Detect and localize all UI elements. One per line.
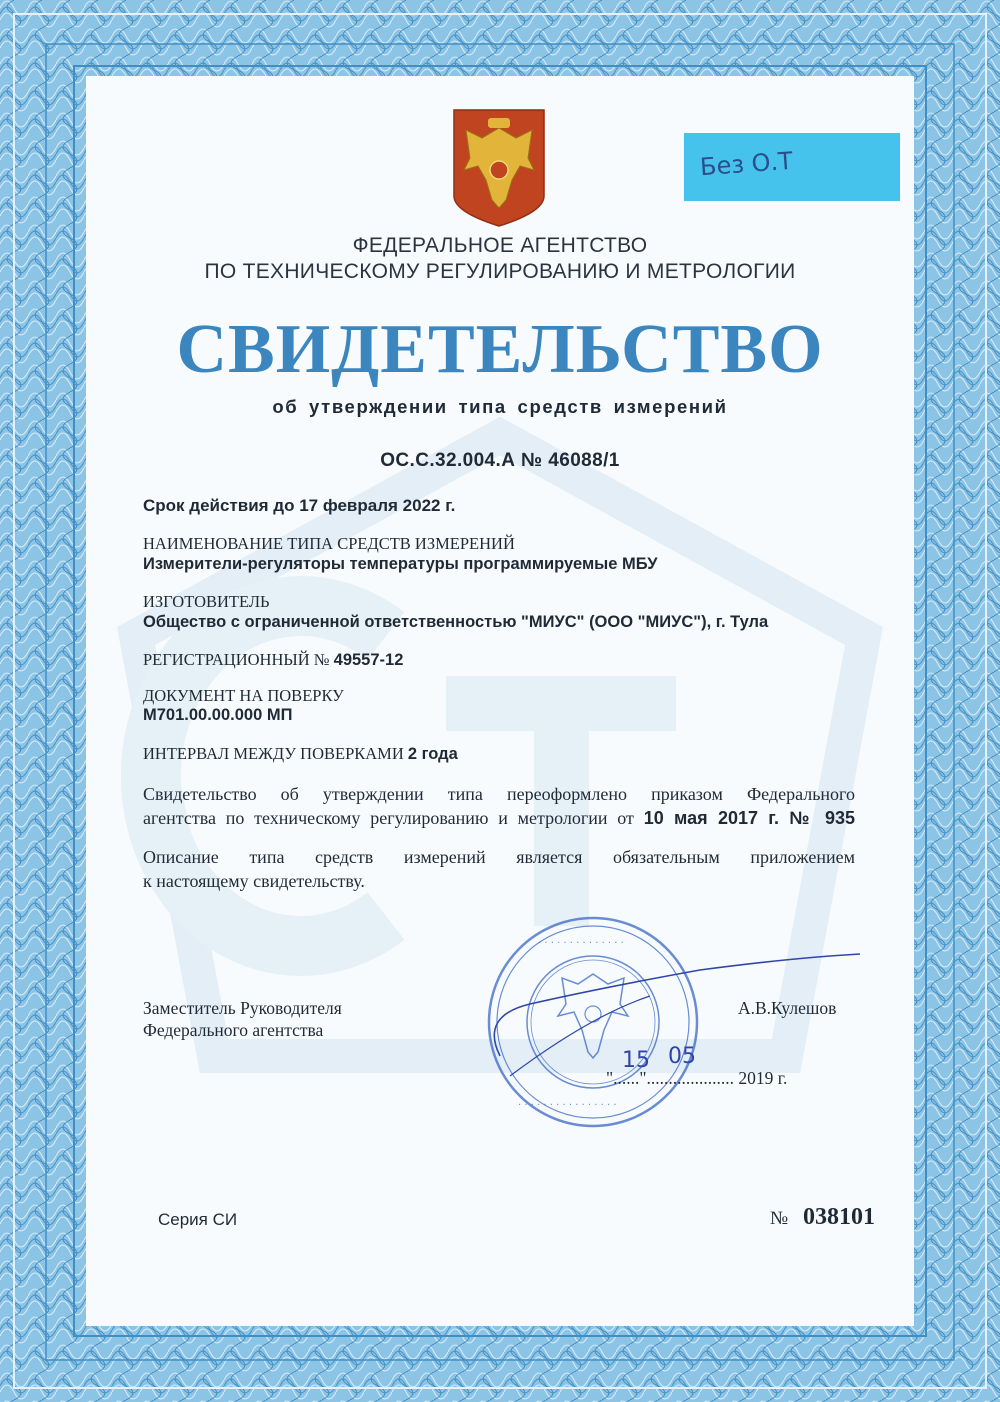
- registration-value: 49557-12: [333, 651, 404, 669]
- manufacturer-value: Общество с ограниченной ответственностью "МИУС" (ООО "МИУС"), г. Тула: [143, 613, 769, 631]
- verification-doc-label: ДОКУМЕНТ НА ПОВЕРКУ: [143, 686, 344, 705]
- certificate-subtitle: об утверждении типа средств измерений: [272, 396, 728, 417]
- interval-value: 2 года: [407, 745, 458, 763]
- reissue-text: агентства по техническому регулированию и метрологии от: [143, 808, 634, 828]
- reissue-paragraph-line1: Свидетельство об утверждении типа переоформлено приказом Федерального: [143, 784, 855, 804]
- agency-name-line2: ПО ТЕХНИЧЕСКОМУ РЕГУЛИРОВАНИЮ И МЕТРОЛОГИИ: [204, 260, 796, 283]
- series-label: Серия СИ: [158, 1210, 238, 1229]
- signature-date-month: 05: [668, 1044, 696, 1069]
- form-number: 038101: [803, 1204, 875, 1230]
- signature-date-line: "......".................... 2019 г.: [606, 1068, 788, 1088]
- description-paragraph-line1: Описание типа средств измерений является обязательным приложением: [143, 847, 855, 867]
- certificate-number: ОС.С.32.004.А № 46088/1: [380, 450, 620, 471]
- registration-label: РЕГИСТРАЦИОННЫЙ №: [143, 650, 330, 669]
- interval-label: ИНТЕРВАЛ МЕЖДУ ПОВЕРКАМИ: [143, 744, 404, 763]
- form-number-sign: №: [770, 1208, 789, 1229]
- russian-coat-of-arms-icon: [452, 108, 546, 228]
- validity-date: Срок действия до 17 февраля 2022 г.: [143, 496, 456, 515]
- manufacturer-label: ИЗГОТОВИТЕЛЬ: [143, 592, 270, 611]
- svg-text:· · · · · · · · · · · · · · ·: · · · · · · · · · · · · · · · ·: [518, 1100, 617, 1111]
- handwritten-note: Без О.Т: [699, 146, 794, 182]
- type-value: Измерители-регуляторы температуры программируемые МБУ: [143, 555, 658, 573]
- agency-name-line1: ФЕДЕРАЛЬНОЕ АГЕНТСТВО: [352, 234, 648, 257]
- verification-doc-value: М701.00.00.000 МП: [143, 706, 293, 724]
- signatory-name: А.В.Кулешов: [738, 998, 837, 1018]
- description-paragraph-line2: к настоящему свидетельству.: [143, 871, 365, 891]
- signatory-position-line2: Федерального агентства: [143, 1020, 324, 1040]
- type-label: НАИМЕНОВАНИЕ ТИПА СРЕДСТВ ИЗМЕРЕНИЙ: [143, 534, 515, 553]
- signatory-position-line1: Заместитель Руководителя: [143, 998, 342, 1018]
- svg-text:· · · · · · · · · · · · · ·: · · · · · · · · · · · · · ·: [538, 938, 624, 949]
- signature-date-day: 15: [622, 1048, 650, 1073]
- verification-interval: [143, 744, 458, 764]
- page-title: СВИДЕТЕЛЬСТВО: [176, 311, 824, 388]
- reissue-order: 10 мая 2017 г. № 935: [643, 808, 855, 828]
- reissue-paragraph-line2: [143, 806, 855, 830]
- registration-number: [143, 650, 403, 670]
